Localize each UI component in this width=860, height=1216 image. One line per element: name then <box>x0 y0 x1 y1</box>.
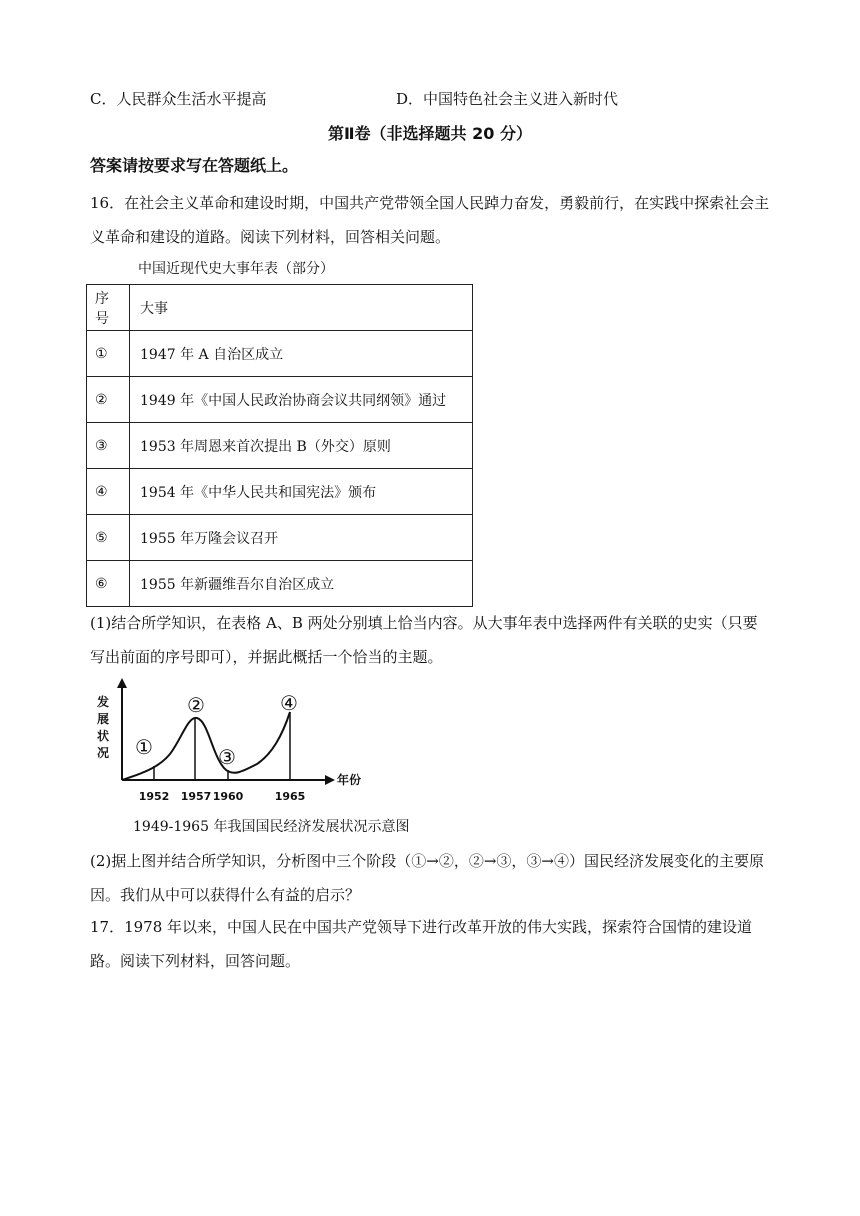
section-title: 第Ⅱ卷（非选择题共 20 分） <box>328 124 532 143</box>
x-axis-label: 年份 <box>337 773 362 787</box>
option-c: C．人民群众生活水平提高 <box>90 90 267 108</box>
row-event: 1949 年《中国人民政治协商会议共同纲领》通过 <box>130 377 473 423</box>
economy-chart <box>92 676 362 811</box>
table-row <box>87 469 473 515</box>
row-number: ① <box>87 331 130 377</box>
point-label-1: ① <box>135 735 153 759</box>
table-header-row <box>87 285 473 331</box>
table-row <box>87 561 473 607</box>
option-d: D．中国特色社会主义进入新时代 <box>396 90 619 108</box>
row-event: 1947 年 A 自治区成立 <box>130 331 473 377</box>
question-17-intro: 17．1978 年以来，中国人民在中国共产党领导下进行改革开放的伟大实践，探索符合国情的建设道路。阅读下列材料，回答问题。 <box>90 918 753 970</box>
point-label-2: ② <box>187 693 205 717</box>
row-event: 1953 年周恩来首次提出 B（外交）原则 <box>130 423 473 469</box>
x-tick-1952: 1952 <box>138 790 170 803</box>
row-event: 1955 年新疆维吾尔自治区成立 <box>130 561 473 607</box>
table-row <box>87 423 473 469</box>
table-row <box>87 331 473 377</box>
question-16-part-2: (2)据上图并结合所学知识，分析图中三个阶段（①→②，②→③，③→④）国民经济发展变化的主要原因。我们从中可以获得什么有益的启示？ <box>90 852 764 904</box>
table-caption: 中国近现代史大事年表（部分） <box>138 261 334 277</box>
chart-caption: 1949-1965 年我国国民经济发展状况示意图 <box>133 819 410 835</box>
table-header-number: 序号 <box>87 285 130 331</box>
x-axis-arrow <box>325 775 335 785</box>
row-number: ⑤ <box>87 515 130 561</box>
table-row <box>87 377 473 423</box>
ylabel-char-3: 状 <box>96 729 110 743</box>
point-label-4: ④ <box>280 691 298 715</box>
question-16-intro: 16．在社会主义革命和建设时期，中国共产党带领全国人民踔力奋发，勇毅前行，在实践中探索社会主义革命和建设的道路。阅读下列材料，回答相关问题。 <box>90 194 770 246</box>
point-label-3: ③ <box>218 745 236 769</box>
row-number: ⑥ <box>87 561 130 607</box>
row-number: ② <box>87 377 130 423</box>
x-tick-1965: 1965 <box>274 790 306 803</box>
x-tick-1957: 1957 <box>180 790 212 803</box>
x-tick-1960: 1960 <box>212 790 244 803</box>
question-16-part-1: (1)结合所学知识，在表格 A、B 两处分别填上恰当内容。从大事年表中选择两件有关联的史实（只要写出前面的序号即可），并据此概括一个恰当的主题。 <box>90 614 758 666</box>
row-event: 1954 年《中华人民共和国宪法》颁布 <box>130 469 473 515</box>
table-header-event: 大事 <box>130 285 473 331</box>
ylabel-char-2: 展 <box>96 712 110 726</box>
row-number: ③ <box>87 423 130 469</box>
table-row <box>87 515 473 561</box>
row-number: ④ <box>87 469 130 515</box>
ylabel-char-1: 发 <box>96 695 110 709</box>
row-event: 1955 年万隆会议召开 <box>130 515 473 561</box>
events-table <box>86 284 473 607</box>
y-axis-arrow <box>117 678 127 688</box>
ylabel-char-4: 况 <box>96 746 110 760</box>
answer-instruction: 答案请按要求写在答题纸上。 <box>90 156 299 175</box>
